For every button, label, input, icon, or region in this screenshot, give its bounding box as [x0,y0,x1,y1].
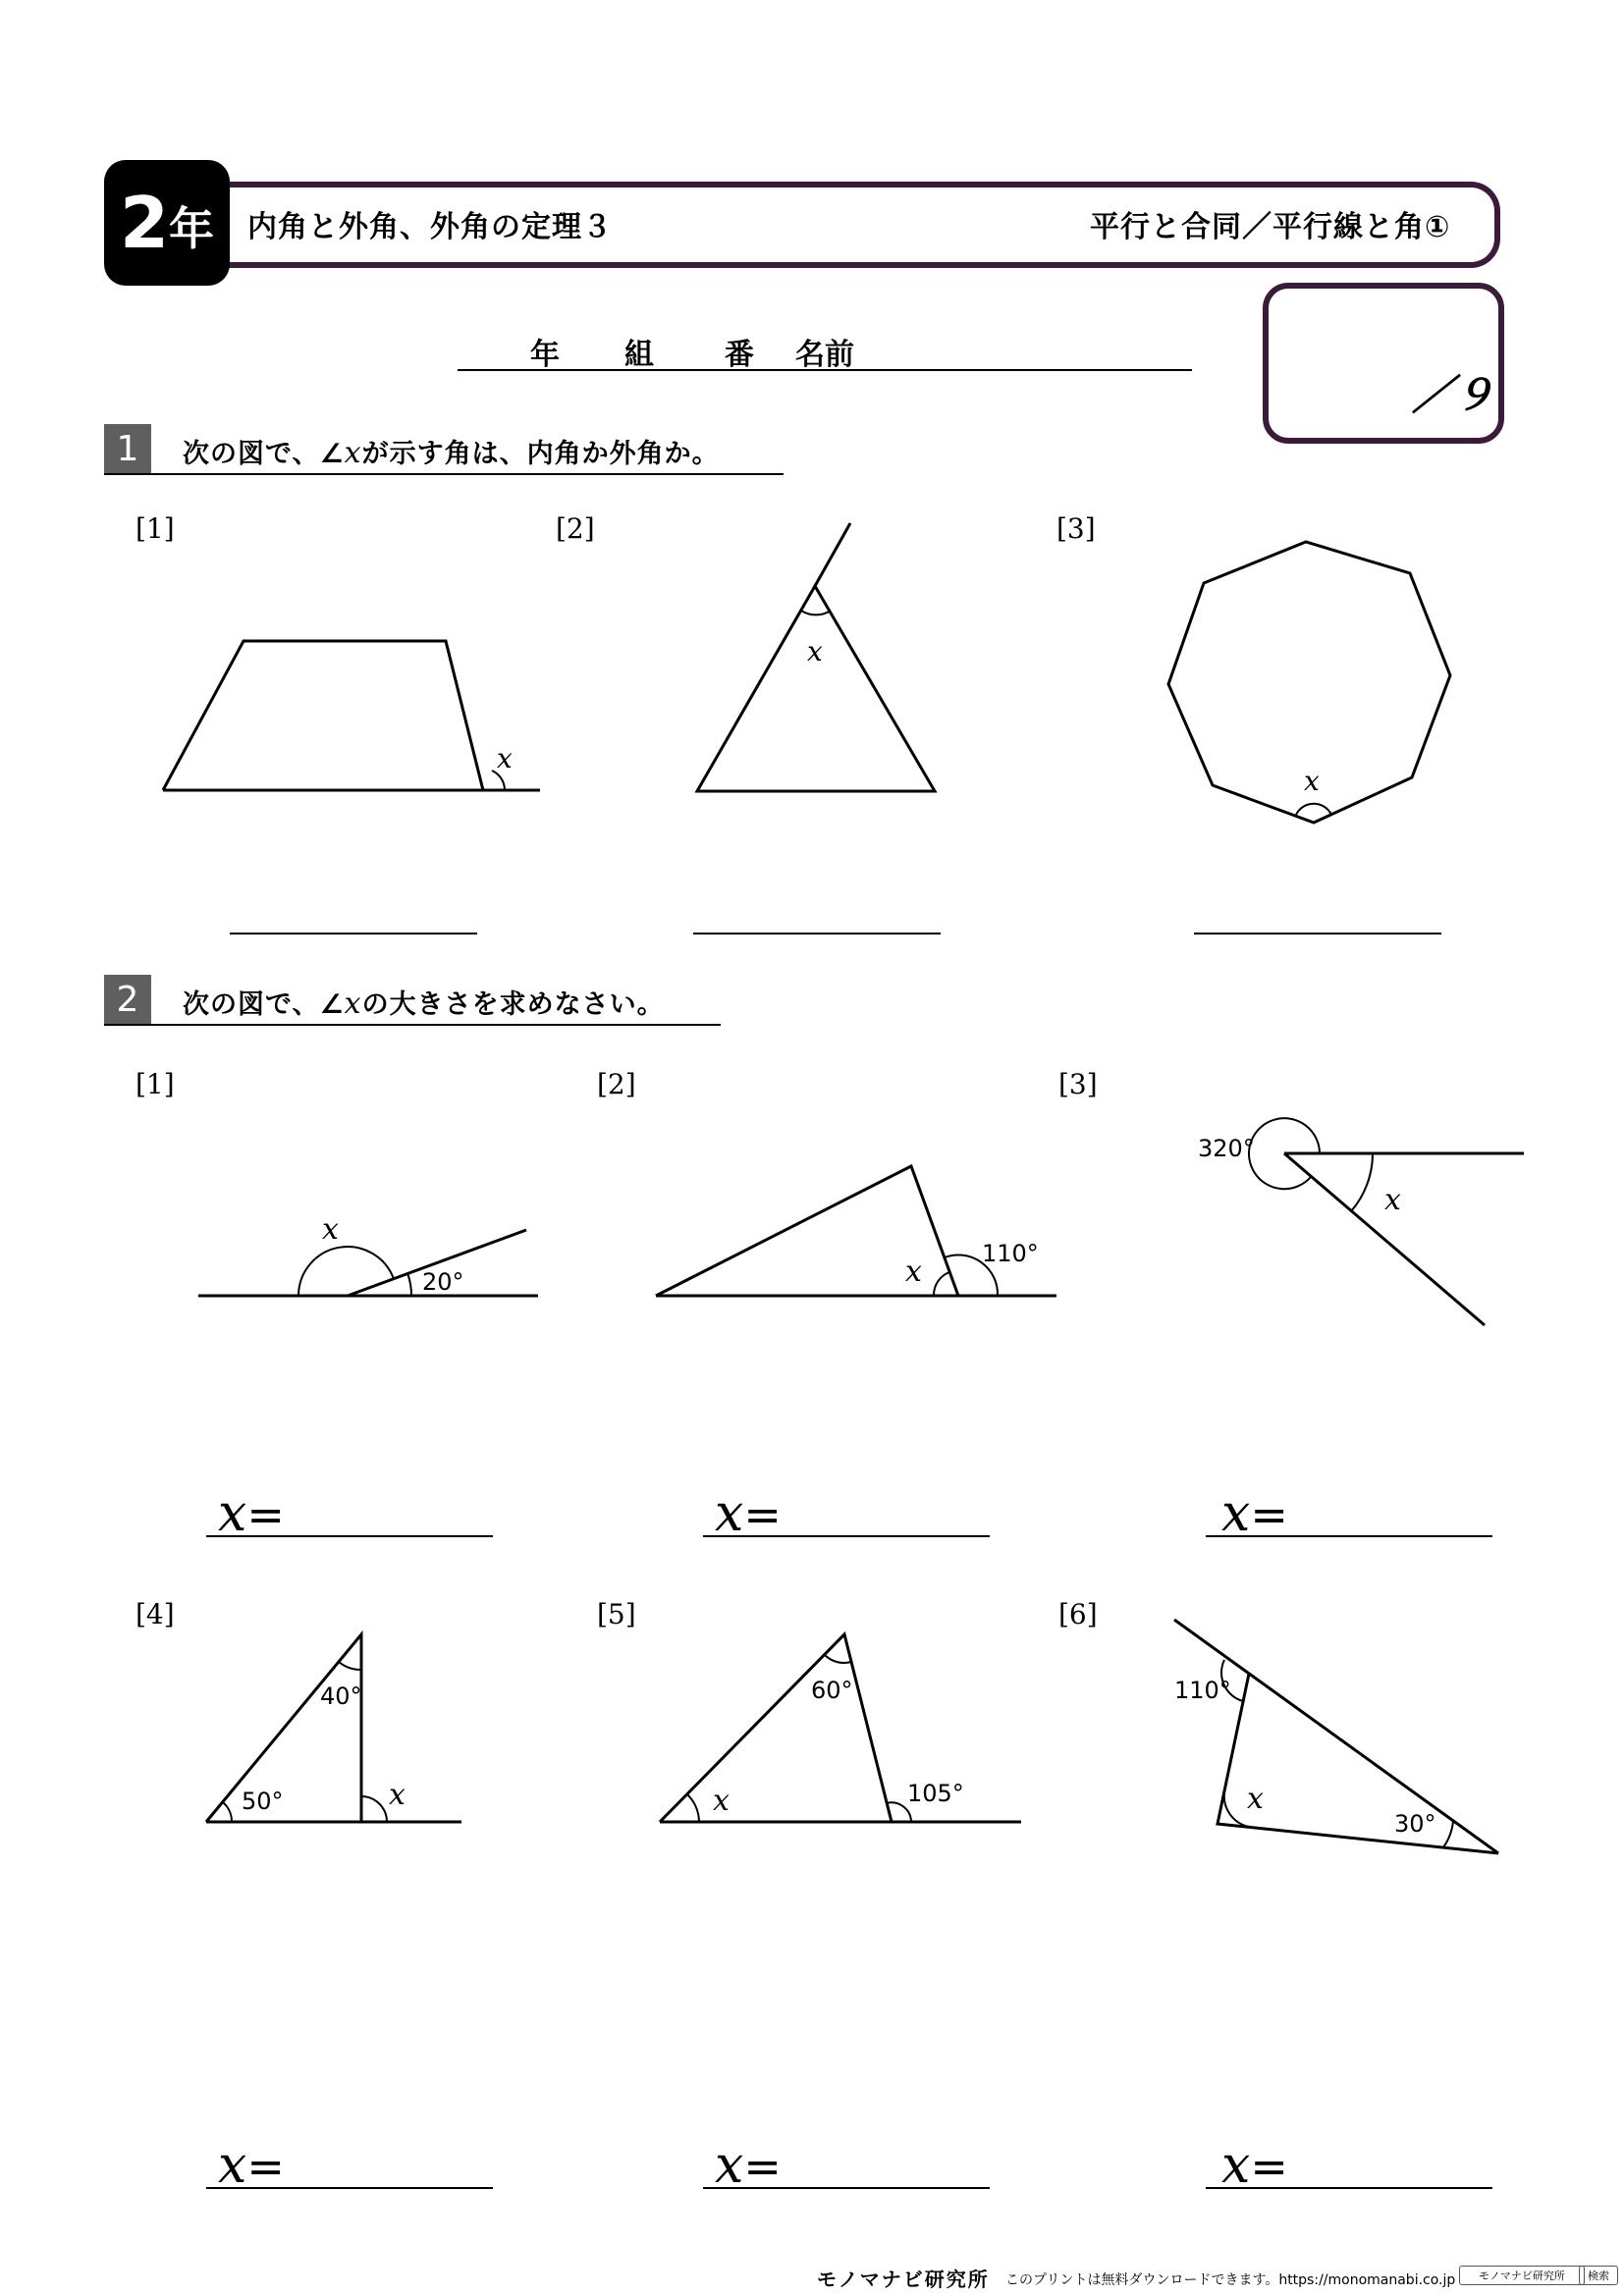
grade-suffix: 年 [169,202,215,255]
section2-instruction: 次の図で、∠xの大きさを求めなさい。 [183,987,665,1021]
s2-answer-line-2[interactable] [703,1535,990,1537]
section1-instruction: 次の図で、∠xが示す角は、内角か外角か。 [183,436,720,470]
s2-fig6-x: x [1247,1782,1264,1816]
s2-fig4-angle-40-arc [339,1662,361,1670]
section2-number: 2 [104,975,151,1024]
grade-number: 2 [119,182,168,264]
s2-fig4-angle-50-arc [223,1802,232,1822]
score-total: ／９ [1412,371,1495,419]
s2-answer-2-prefix: x= [715,1484,782,1543]
s2-answer-1-prefix: x= [218,1484,285,1543]
s2-fig2-angle-x-arc [934,1272,949,1296]
s1-fig1-x: x [497,742,513,774]
s2-fig5-angle-x-arc [687,1794,699,1822]
section2-underline [104,1024,721,1026]
s1-fig2-extension [815,523,850,586]
s2-fig5-angle-60: 60° [811,1677,853,1704]
s2-answer-line-3[interactable] [1206,1535,1492,1537]
s2-answer-line-1[interactable] [206,1535,493,1537]
s2-fig6-top-ray [1174,1620,1498,1853]
footer-search-button[interactable]: 検索 [1579,2266,1618,2285]
footer-search-box[interactable]: モノマナビ研究所 [1459,2266,1585,2285]
s2-answer-6-prefix: x= [1221,2136,1288,2195]
s2-fig3-angle-x-arc [1351,1153,1373,1211]
footer-logo[interactable]: モノマナビ研究所 [817,2268,990,2291]
s1-fig2-x: x [807,635,823,667]
footer-text: このプリントは無料ダウンロードできます。https://monomanabi.co.jp [1005,2272,1456,2288]
s2-fig6-angle-30: 30° [1394,1810,1436,1838]
s2-fig4-x: x [389,1778,406,1812]
grade-badge [104,160,230,286]
worksheet-title: 内角と外角、外角の定理３ [247,210,613,244]
s2-answer-line-4[interactable] [206,2187,493,2189]
s2-fig3-angle-320: 320° [1198,1135,1255,1162]
s2-fig3-slanted-ray [1284,1153,1485,1325]
s2-fig2-angle-110: 110° [982,1240,1039,1267]
name-label: 名前 [795,338,854,372]
s2-fig2-x: x [905,1255,922,1289]
s2-answer-line-6[interactable] [1206,2187,1492,2189]
s2-fig4-triangle [206,1634,361,1822]
s2-fig5-triangle [660,1634,892,1822]
number-label: 番 [725,338,754,372]
section1-figures [0,0,1624,982]
s2-fig6-angle-110: 110° [1174,1677,1231,1704]
s2-fig4-angle-x-arc [361,1796,387,1822]
s1-fig2-triangle [697,586,935,791]
s1-fig2-angle-arc [801,611,831,614]
s2-problem4-label: [4] [135,1598,175,1630]
s1-answer-line-2[interactable] [693,933,941,934]
s2-fig4-angle-40: 40° [320,1682,362,1710]
s2-fig6-triangle [1218,1674,1498,1853]
s2-fig5-angle-105: 105° [907,1780,964,1807]
s2-fig1-x: x [322,1212,339,1247]
s2-problem6-label: [6] [1058,1598,1098,1630]
s2-fig6-angle-30-arc [1443,1821,1453,1847]
s1-problem2-label: [2] [556,512,595,545]
s2-problem3-label: [3] [1058,1068,1098,1100]
s2-fig1-angle-20: 20° [422,1268,464,1296]
s2-fig1-angle-20-arc [407,1273,411,1296]
class-label: 組 [624,338,654,372]
s1-answer-line-1[interactable] [230,933,477,934]
s2-fig1-angle-x-arc [298,1247,394,1296]
s2-answer-line-5[interactable] [703,2187,990,2189]
s1-fig3-x: x [1304,765,1320,797]
section1-number: 1 [104,424,151,473]
s1-problem3-label: [3] [1056,512,1096,545]
s2-fig3-x: x [1384,1183,1401,1217]
s2-fig4-angle-50: 50° [242,1788,284,1815]
year-label: 年 [530,338,560,372]
s2-fig6-angle-x-arc [1224,1792,1249,1827]
s2-answer-3-prefix: x= [1221,1484,1288,1543]
s1-answer-line-3[interactable] [1194,933,1441,934]
s2-problem1-label: [1] [135,1068,175,1100]
s1-fig3-angle-arc [1296,804,1331,815]
s2-problem5-label: [5] [597,1598,636,1630]
s2-fig5-x: x [713,1784,730,1818]
s2-answer-4-prefix: x= [218,2136,285,2195]
unit-title: 平行と合同／平行線と角① [1090,210,1451,244]
s2-fig5-angle-60-arc [825,1655,851,1663]
s1-problem1-label: [1] [135,512,175,545]
s2-answer-5-prefix: x= [715,2136,782,2195]
s2-problem2-label: [2] [597,1068,636,1100]
s1-fig1-trapezoid [163,641,483,790]
